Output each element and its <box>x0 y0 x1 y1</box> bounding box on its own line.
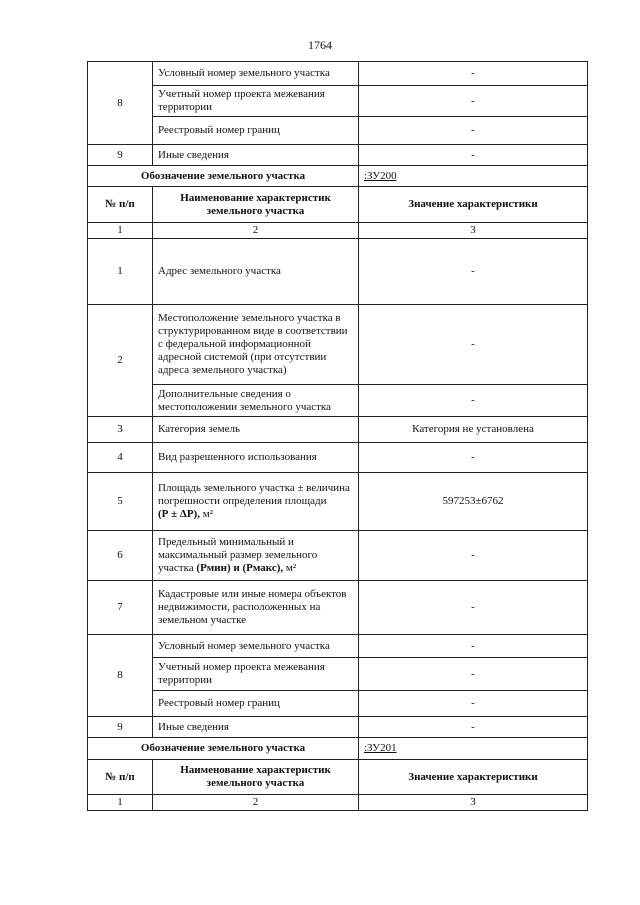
table-row <box>88 581 588 635</box>
header-row <box>88 760 588 795</box>
col-number: 2 <box>153 223 359 239</box>
characteristic-value: - <box>359 717 588 738</box>
row-number: 8 <box>88 62 153 145</box>
col-number: 1 <box>88 795 153 811</box>
row-number: 5 <box>88 473 153 531</box>
characteristic-value: - <box>359 531 588 581</box>
characteristic-name: Учетный номер проекта межевания территории <box>153 658 359 691</box>
column-numbers-row <box>88 223 588 239</box>
characteristic-name: Вид разрешенного использования <box>153 443 359 473</box>
characteristic-value: - <box>359 691 588 717</box>
row-number: 8 <box>88 635 153 717</box>
name-text: Предельный минимальный и максимальный размер земельного участка <box>158 536 318 574</box>
row-number: 9 <box>88 717 153 738</box>
land-plot-table <box>87 61 588 811</box>
unit-text: м² <box>283 562 297 574</box>
characteristic-name: Кадастровые или иные номера объектов недвижимости, расположенных на земельном участке <box>153 581 359 635</box>
characteristic-name: Иные сведения <box>153 145 359 166</box>
designation-value: :ЗУ200 <box>359 166 588 187</box>
characteristic-value: - <box>359 117 588 145</box>
column-numbers-row <box>88 795 588 811</box>
formula-text: (Р ± ΔР), <box>158 508 200 520</box>
table-row <box>88 145 588 166</box>
characteristic-value: - <box>359 86 588 117</box>
designation-label: Обозначение земельного участка <box>88 738 359 760</box>
table-row <box>88 531 588 581</box>
characteristic-name: Иные сведения <box>153 717 359 738</box>
table-row <box>88 385 588 417</box>
characteristic-value: - <box>359 658 588 691</box>
header-name: Наименование характеристик земельного участка <box>153 187 359 223</box>
designation-row <box>88 166 588 187</box>
formula-text: (Рмин) и (Рмакс), <box>196 562 284 574</box>
table-row <box>88 443 588 473</box>
table-row <box>88 691 588 717</box>
characteristic-value: Категория не установлена <box>359 417 588 443</box>
row-number: 4 <box>88 443 153 473</box>
characteristic-name: Дополнительные сведения о местоположении земельного участка <box>153 385 359 417</box>
characteristic-value: - <box>359 385 588 417</box>
characteristic-name: Учетный номер проекта межевания территории <box>153 86 359 117</box>
characteristic-value: - <box>359 581 588 635</box>
unit-text: м² <box>199 508 213 520</box>
characteristic-name: Условный номер земельного участка <box>153 635 359 658</box>
table-row <box>88 635 588 658</box>
designation-label: Обозначение земельного участка <box>88 166 359 187</box>
characteristic-value: - <box>359 239 588 305</box>
header-value: Значение характеристики <box>359 760 588 795</box>
col-number: 3 <box>359 223 588 239</box>
designation-row <box>88 738 588 760</box>
row-number: 6 <box>88 531 153 581</box>
characteristic-name <box>153 473 359 531</box>
table-row <box>88 86 588 117</box>
row-number: 3 <box>88 417 153 443</box>
characteristic-value: - <box>359 62 588 86</box>
table-row <box>88 473 588 531</box>
characteristic-value: - <box>359 145 588 166</box>
characteristic-name: Адрес земельного участка <box>153 239 359 305</box>
col-number: 1 <box>88 223 153 239</box>
row-number: 9 <box>88 145 153 166</box>
characteristic-name <box>153 531 359 581</box>
header-row <box>88 187 588 223</box>
header-num: № п/п <box>88 760 153 795</box>
table-row <box>88 62 588 86</box>
table-row <box>88 417 588 443</box>
table-row <box>88 305 588 385</box>
row-number: 2 <box>88 305 153 417</box>
row-number: 7 <box>88 581 153 635</box>
header-name: Наименование характеристик земельного участка <box>153 760 359 795</box>
characteristic-name: Местоположение земельного участка в структурированном виде в соответствии с федеральной информационной адресной системой (при отсутствии адреса земельного участка) <box>153 305 359 385</box>
table-row <box>88 658 588 691</box>
characteristic-value: 597253±6762 <box>359 473 588 531</box>
characteristic-name: Условный номер земельного участка <box>153 62 359 86</box>
characteristic-value: - <box>359 635 588 658</box>
table-row <box>88 717 588 738</box>
table-row <box>88 239 588 305</box>
page-number: 1764 <box>308 38 332 52</box>
table-row <box>88 117 588 145</box>
characteristic-name: Реестровый номер границ <box>153 691 359 717</box>
characteristic-name: Реестровый номер границ <box>153 117 359 145</box>
characteristic-value: - <box>359 305 588 385</box>
col-number: 2 <box>153 795 359 811</box>
row-number: 1 <box>88 239 153 305</box>
header-value: Значение характеристики <box>359 187 588 223</box>
designation-value: :ЗУ201 <box>359 738 588 760</box>
col-number: 3 <box>359 795 588 811</box>
header-num: № п/п <box>88 187 153 223</box>
characteristic-value: - <box>359 443 588 473</box>
name-text: Площадь земельного участка ± величина погрешности определения площади <box>158 482 350 507</box>
characteristic-name: Категория земель <box>153 417 359 443</box>
